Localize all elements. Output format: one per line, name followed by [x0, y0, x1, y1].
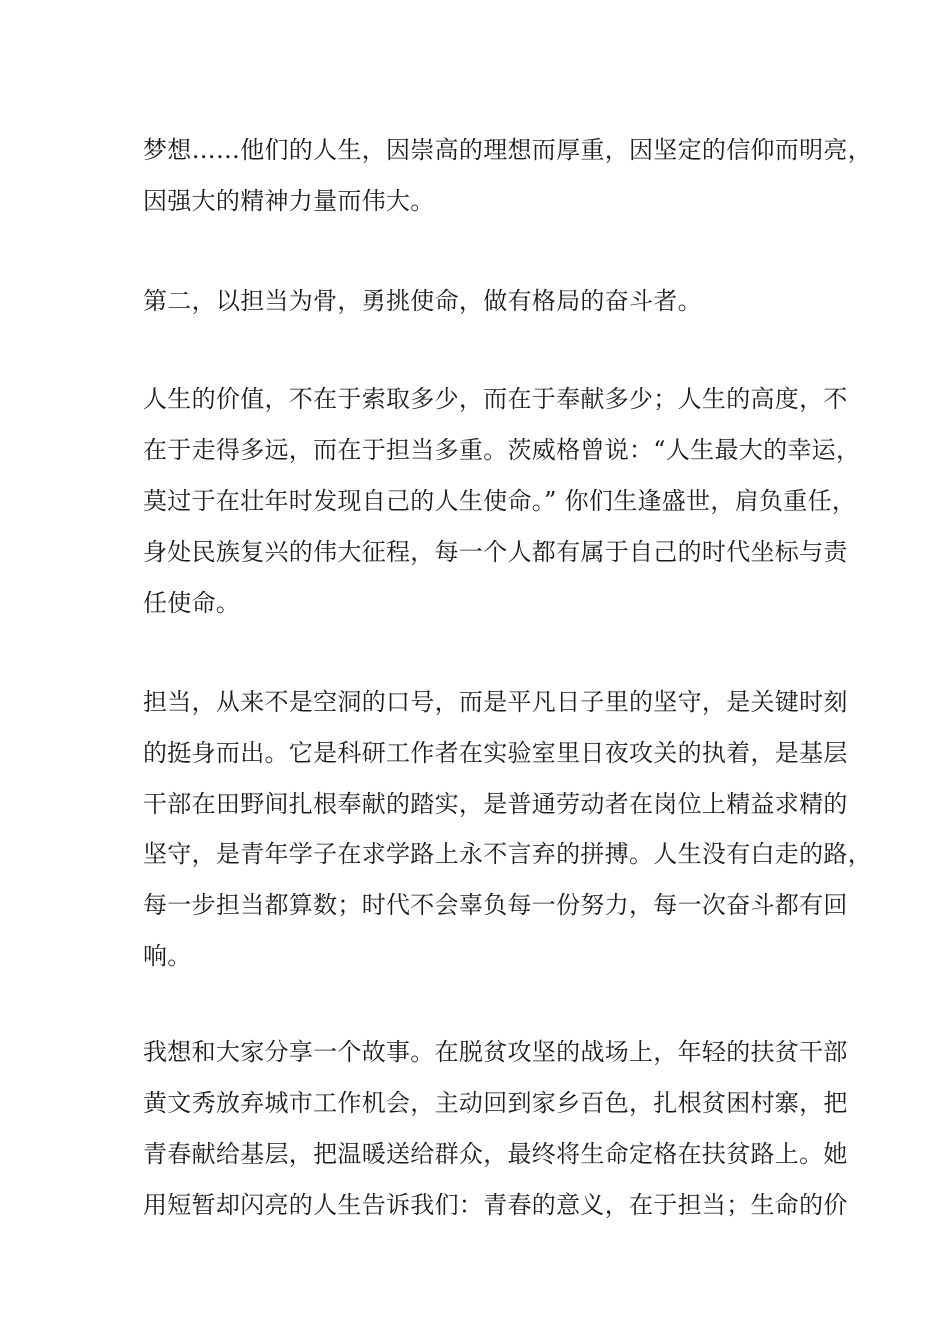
- paragraph-4-line-5: 每一步担当都算数；时代不会辜负每一份努力，每一次奋斗都有回: [143, 891, 848, 919]
- paragraph-3-line-3: 莫过于在壮年时发现自己的人生使命。” 你们生逢盛世，肩负重任，: [143, 487, 857, 515]
- paragraph-3-line-4: 身处民族复兴的伟大征程，每一个人都有属于自己的时代坐标与责: [143, 538, 848, 566]
- paragraph-4-line-3: 干部在田野间扎根奉献的踏实，是普通劳动者在岗位上精益求精的: [143, 790, 848, 818]
- paragraph-3-line-2: 在于走得多远，而在于担当多重。茨威格曾说：“人生最大的幸运，: [143, 436, 861, 464]
- paragraph-1-line-1: 梦想……他们的人生，因崇高的理想而厚重，因坚定的信仰而明亮，: [143, 136, 872, 164]
- paragraph-5-line-3: 青春献给基层，把温暖送给群众，最终将生命定格在扶贫路上。她: [143, 1140, 848, 1168]
- paragraph-5-line-1: 我想和大家分享一个故事。在脱贫攻坚的战场上，年轻的扶贫干部: [143, 1038, 848, 1066]
- paragraph-3-line-1: 人生的价值，不在于索取多少，而在于奉献多少；人生的高度，不: [143, 385, 848, 413]
- section-heading: 第二，以担当为骨，勇挑使命，做有格局的奋斗者。: [143, 287, 702, 315]
- paragraph-4-line-2: 的挺身而出。它是科研工作者在实验室里日夜攻关的执着，是基层: [143, 739, 848, 767]
- paragraph-4-line-4: 坚守，是青年学子在求学路上永不言弃的拼搏。人生没有白走的路，: [143, 840, 872, 868]
- paragraph-3-line-5: 任使命。: [143, 589, 241, 617]
- paragraph-5-line-4: 用短暂却闪亮的人生告诉我们：青春的意义，在于担当；生命的价: [143, 1191, 848, 1219]
- paragraph-4-line-1: 担当，从来不是空洞的口号，而是平凡日子里的坚守，是关键时刻: [143, 688, 848, 716]
- paragraph-4-line-6: 响。: [143, 942, 192, 970]
- paragraph-1-line-2: 因强大的精神力量而伟大。: [143, 187, 435, 215]
- paragraph-5-line-2: 黄文秀放弃城市工作机会，主动回到家乡百色，扎根贫困村寨，把: [143, 1089, 848, 1117]
